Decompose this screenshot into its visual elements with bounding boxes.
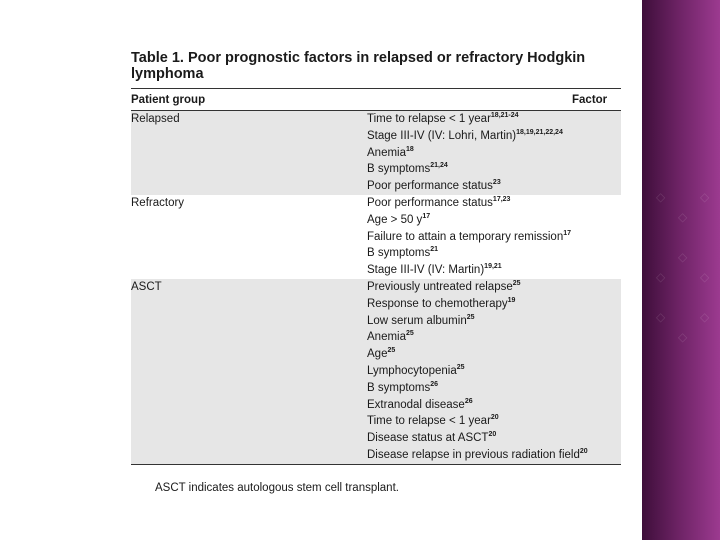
factor-text: Low serum albumin: [367, 314, 467, 327]
factor-reference: 18,21-24: [490, 112, 519, 119]
factor-reference: 19: [507, 296, 516, 304]
factor-item: [367, 145, 621, 162]
factor-reference: 17,23: [492, 195, 511, 203]
factor-reference: 25: [466, 313, 475, 321]
factor-item: [367, 245, 621, 262]
factor-text: Time to relapse < 1 year: [367, 113, 491, 125]
factor-item: [367, 363, 621, 380]
table-header-row: [131, 89, 621, 111]
factor-text: Age > 50 y: [367, 213, 423, 226]
decorative-diamond-icon: ◇: [700, 190, 710, 204]
factor-text: Extranodal disease: [367, 398, 465, 411]
factor-item: [367, 313, 621, 330]
factor-item: [367, 212, 621, 229]
factor-reference: 20: [488, 431, 497, 439]
decorative-diamond-icon: ◇: [678, 330, 688, 344]
factor-text: Age: [367, 348, 388, 361]
factor-text: Failure to attain a temporary remission: [367, 230, 564, 243]
decorative-diamond-icon: ◇: [656, 270, 666, 284]
table-row: [131, 279, 621, 464]
factor-reference: 17: [563, 229, 572, 237]
factor-item: [367, 397, 621, 414]
factor-reference: 25: [406, 330, 414, 338]
factor-text: Poor performance status: [367, 180, 493, 193]
factor-item: [367, 178, 621, 195]
factor-list-cell: [367, 111, 621, 195]
factor-reference: 19,21: [484, 263, 502, 271]
decorative-diamond-icon: ◇: [656, 310, 666, 324]
decorative-diamond-icon: ◇: [678, 210, 688, 224]
factor-text: Disease status at ASCT: [367, 432, 489, 445]
factor-text: B symptoms: [367, 247, 431, 260]
factor-reference: 25: [387, 347, 396, 355]
factor-text: B symptoms: [367, 381, 431, 394]
factor-text: Response to chemotherapy: [367, 297, 508, 310]
factor-item: [367, 430, 621, 447]
factor-text: Anemia: [367, 146, 406, 159]
factor-reference: 20: [490, 414, 499, 422]
decorative-diamond-icon: ◇: [678, 250, 688, 264]
factor-reference: 21,24: [430, 162, 448, 170]
factor-reference: 18: [406, 145, 414, 153]
table-row: [131, 111, 621, 195]
factor-text: Stage III-IV (IV: Martin): [367, 264, 485, 277]
factor-text: Anemia: [367, 331, 406, 344]
factor-item: [367, 380, 621, 397]
table-row: [131, 195, 621, 279]
factor-reference: 21: [430, 246, 439, 254]
decorative-diamond-icon: ◇: [700, 310, 710, 324]
prognostic-factors-table: [131, 88, 621, 465]
factor-reference: 23: [492, 179, 501, 187]
factor-list-cell: [367, 279, 621, 464]
decorative-side-panel: [642, 0, 720, 540]
factor-item: [367, 229, 621, 246]
factor-text: Previously untreated relapse: [367, 280, 513, 293]
factor-text: B symptoms: [367, 163, 431, 176]
factor-reference: 25: [512, 279, 521, 287]
factor-text: Time to relapse < 1 year: [367, 415, 491, 428]
header-patient-group: Patient group: [131, 89, 367, 111]
factor-reference: 25: [456, 363, 465, 371]
factor-reference: 17: [422, 212, 431, 220]
factor-text: Disease relapse in previous radiation field: [367, 448, 580, 461]
decorative-diamond-icon: ◇: [656, 190, 666, 204]
factor-item: [367, 279, 621, 296]
header-factor: Factor: [367, 89, 621, 111]
factor-item: [367, 161, 621, 178]
patient-group-cell: Relapsed: [131, 111, 367, 195]
factor-item: [367, 262, 621, 279]
table-title: Table 1. Poor prognostic factors in relapsed or refractory Hodgkin lymphoma: [131, 50, 586, 82]
factor-item: [367, 413, 621, 430]
table-body: [131, 111, 621, 465]
table-footnote: ASCT indicates autologous stem cell transplant.: [155, 482, 399, 494]
decorative-diamond-icon: ◇: [700, 270, 710, 284]
factor-item: [367, 128, 621, 145]
factor-item: [367, 346, 621, 363]
factor-text: Stage III-IV (IV: Lohri, Martin): [367, 129, 517, 142]
factor-reference: 26: [430, 380, 439, 388]
factor-item: [367, 447, 621, 464]
factor-item: [367, 329, 621, 346]
factor-reference: 18,19,21,22,24: [516, 128, 563, 136]
factor-text: Poor performance status: [367, 196, 493, 209]
factor-item: [367, 195, 621, 212]
factor-list-cell: [367, 195, 621, 279]
factor-reference: 20: [579, 447, 588, 455]
patient-group-cell: Refractory: [131, 195, 367, 279]
patient-group-cell: ASCT: [131, 279, 367, 464]
factor-item: [367, 111, 621, 128]
factor-reference: 26: [464, 397, 473, 405]
factor-text: Lymphocytopenia: [367, 364, 457, 377]
factor-item: [367, 296, 621, 313]
